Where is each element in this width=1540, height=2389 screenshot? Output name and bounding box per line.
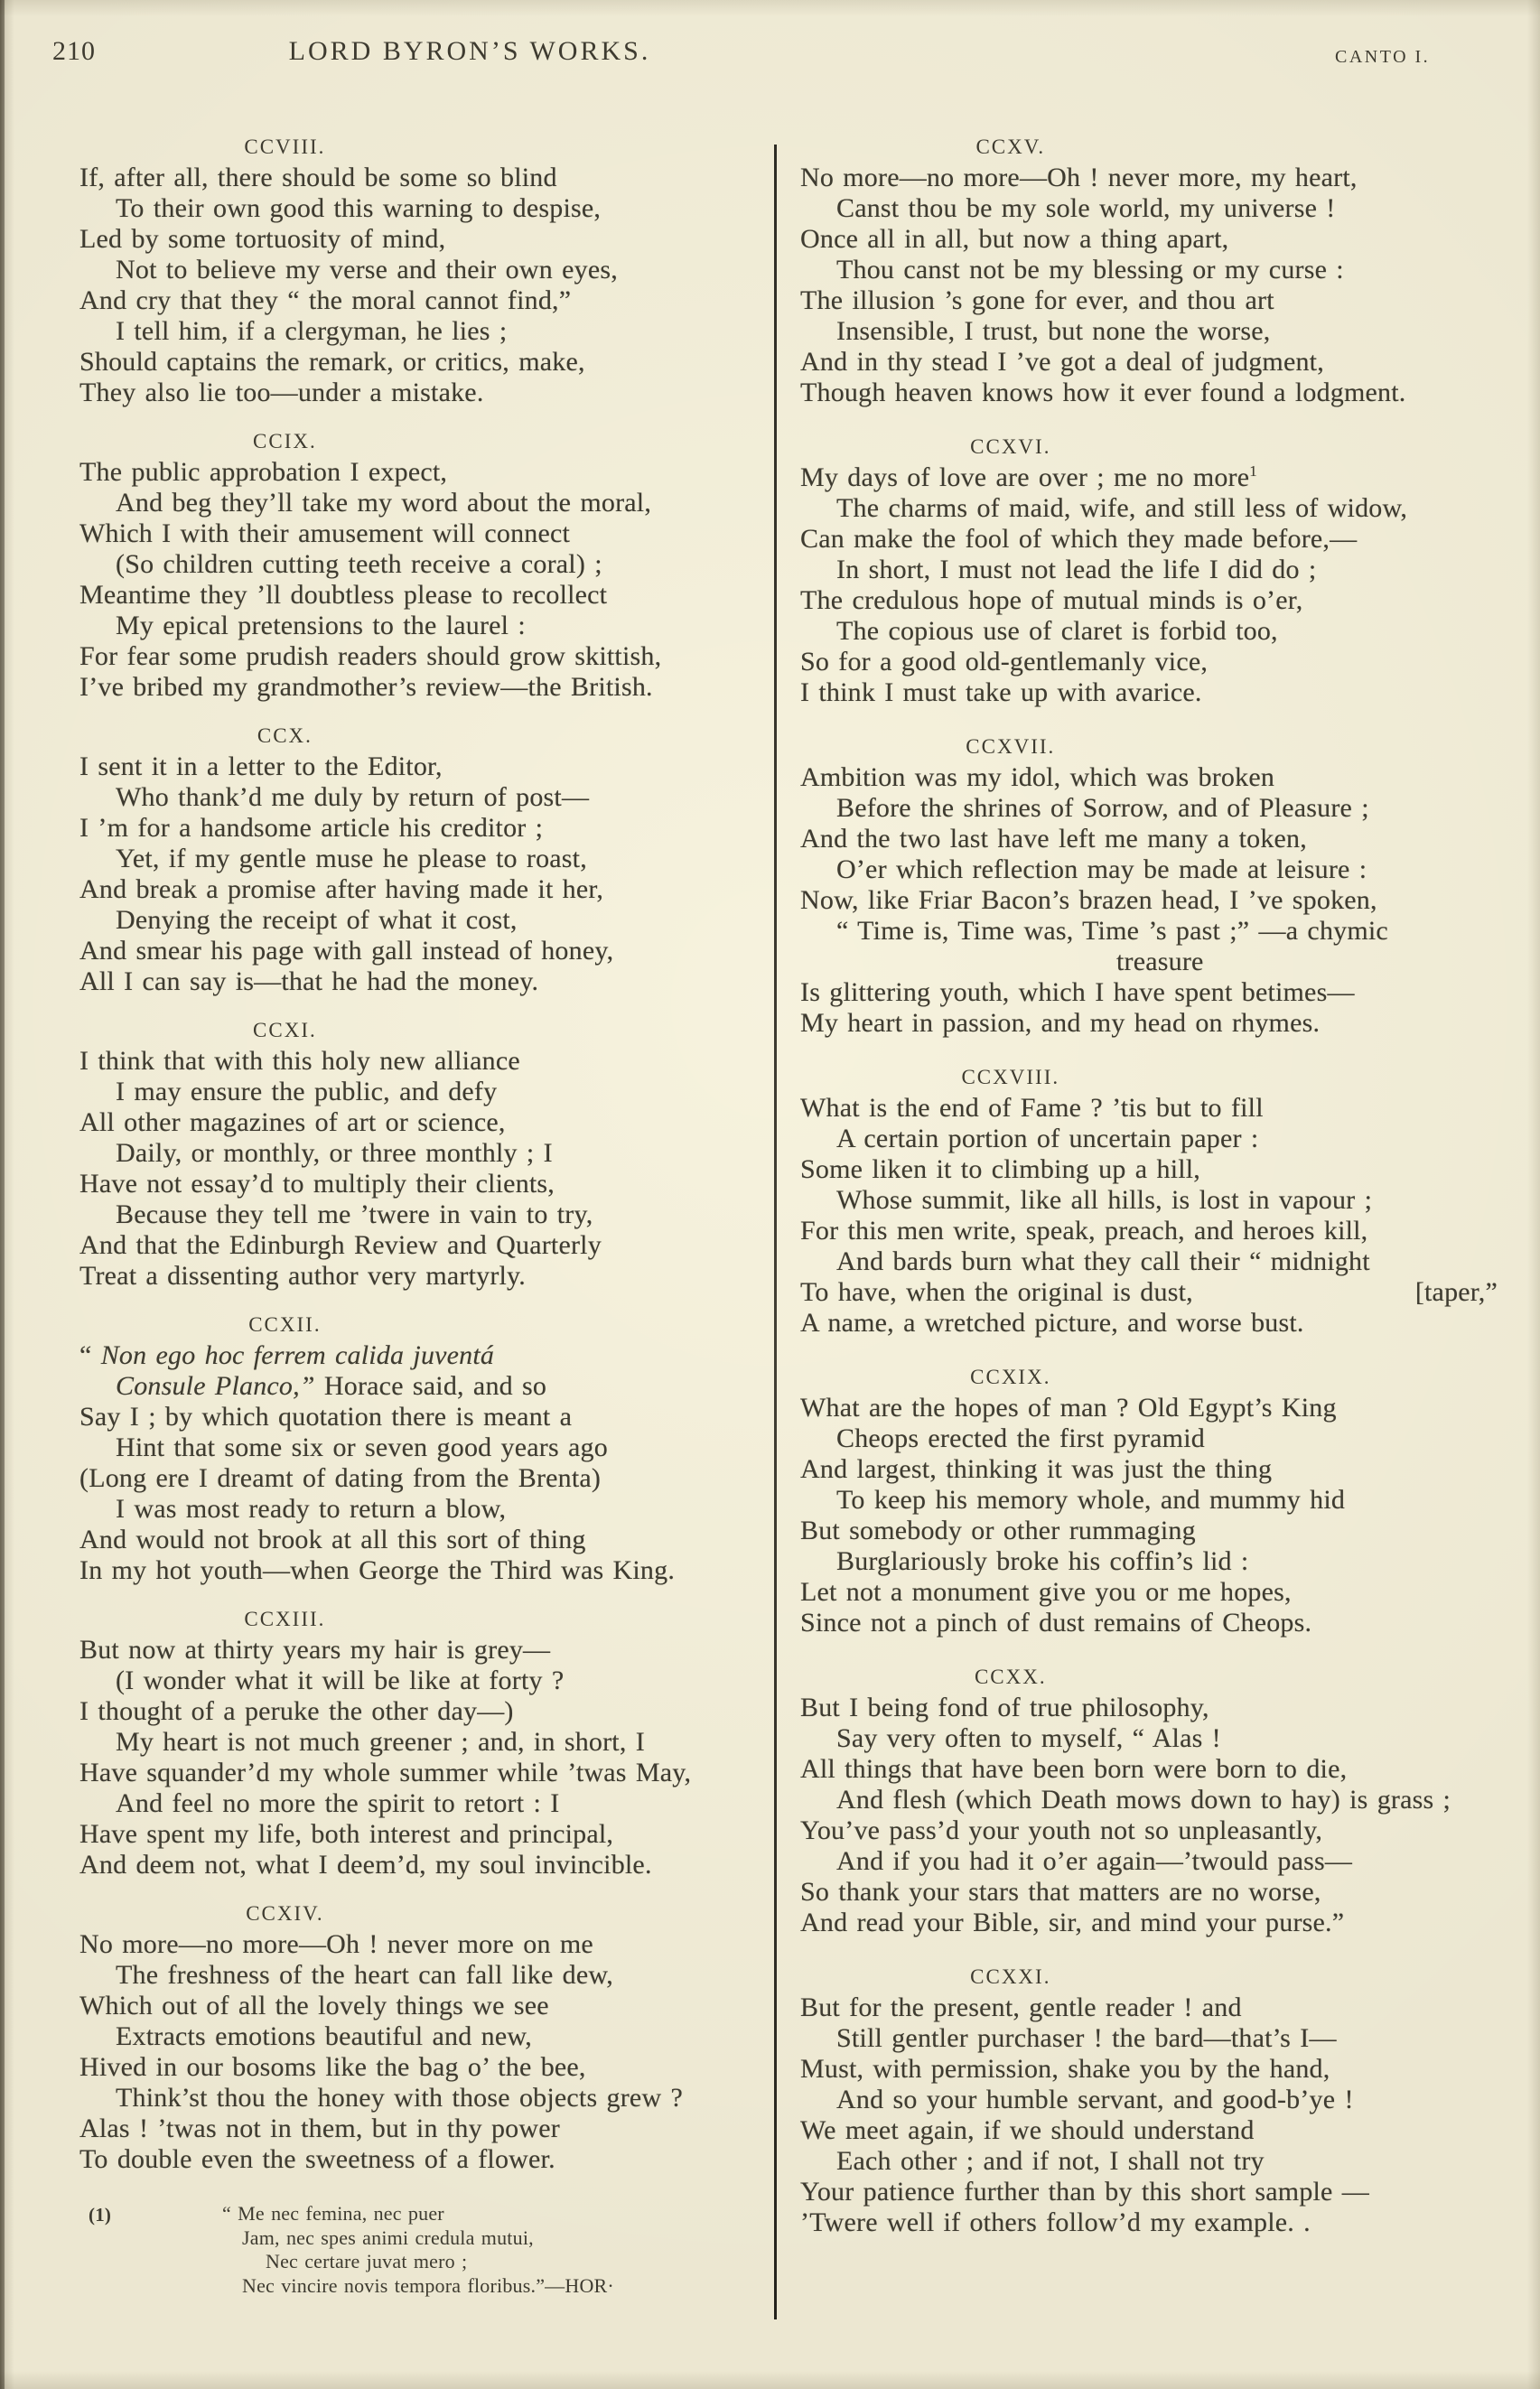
verse-text: Cheops erected the first pyramid (836, 1423, 1205, 1453)
verse-text: To have, when the original is dust, (800, 1277, 1193, 1307)
footnote-line (222, 2250, 614, 2274)
verse-line (79, 1046, 764, 1077)
verse-line (800, 1246, 1537, 1277)
stanza-ccix (79, 426, 764, 703)
verse-line (79, 580, 764, 611)
stanza-number: CCXIX. (970, 1366, 1051, 1388)
stanza-number: CCXVII. (966, 735, 1056, 758)
verse-text: Is glittering youth, which I have spent betimes— (800, 977, 1355, 1007)
verse-line (800, 2085, 1537, 2115)
verse-line (79, 641, 764, 672)
verse-text: O’er which reflection may be made at leisure : (836, 854, 1367, 884)
verse-line (800, 977, 1501, 1008)
verse-text: Daily, or monthly, or three monthly ; I (116, 1138, 553, 1168)
verse-line (800, 1992, 1501, 2023)
verse-text: Because they tell me ’twere in vain to try, (116, 1199, 593, 1229)
verse-line (79, 488, 800, 518)
verse-text: I sent it in a letter to the Editor, (79, 751, 443, 781)
verse-text: I was most ready to return a blow, (116, 1494, 507, 1524)
verse-text: Have squander’d my whole summer while ’twas May, (79, 1758, 692, 1787)
verse-text: (So children cutting teeth receive a coral) ; (116, 549, 602, 579)
verse-line (79, 518, 764, 549)
verse-line (79, 1929, 764, 1960)
verse-text: Thou canst not be my blessing or my curse : (836, 255, 1344, 285)
verse-text: Let not a monument give you or me hopes, (800, 1577, 1292, 1607)
verse-line (79, 1960, 800, 1991)
verse-line (800, 1693, 1501, 1723)
verse-text: Alas ! ’twas not in them, but in thy power (79, 2114, 560, 2143)
verse-text: Think’st thou the honey with those objects grew ? (116, 2083, 684, 2113)
stanza-ccxix (800, 1362, 1501, 1638)
verse-text: Led by some tortuosity of mind, (79, 224, 446, 254)
verse-text: Before the shrines of Sorrow, and of Pleasure ; (836, 793, 1369, 823)
stanza-number: CCX. (257, 724, 313, 747)
verse-line (800, 1577, 1501, 1608)
verse-text: Each other ; and if not, I shall not try (836, 2146, 1265, 2176)
verse-text: Must, with permission, shake you by the hand, (800, 2054, 1330, 2084)
verse-text: And read your Bible, sir, and mind your purse.” (800, 1908, 1345, 1937)
verse-text: Say I ; by which quotation there is meant a (79, 1402, 573, 1432)
verse-line (800, 2207, 1501, 2238)
verse-text: The freshness of the heart can fall like dew, (116, 1960, 613, 1990)
verse-line (800, 2177, 1501, 2207)
verse-text: Insensible, I trust, but none the worse, (836, 316, 1271, 346)
verse-line (79, 751, 764, 782)
verse-line (79, 1727, 800, 1758)
verse-line (79, 1199, 800, 1230)
verse-text: Since not a pinch of dust remains of Cheops. (800, 1608, 1312, 1638)
verse-line (800, 1546, 1537, 1577)
verse-text: The illusion ’s gone for ever, and thou art (800, 285, 1274, 315)
verse-text: What is the end of Fame ? ’tis but to fill (800, 1093, 1264, 1123)
verse-line (79, 549, 800, 580)
footnote-line (222, 2226, 614, 2251)
verse-line (800, 1723, 1537, 1754)
footnote-text: Nec certare juvat mero ; (266, 2250, 468, 2272)
verse-text: (Long ere I dreamt of dating from the Brenta) (79, 1463, 602, 1493)
verse-text: And cry that they “ the moral cannot find,” (79, 285, 572, 315)
verse-line (79, 1788, 800, 1819)
verse-line (79, 2144, 764, 2175)
verse-text: If, after all, there should be some so blind (79, 163, 557, 192)
verse-line (800, 347, 1501, 378)
verse-line (800, 285, 1501, 316)
verse-text: “ Time is, Time was, Time ’s past ;” —a chymic (836, 916, 1388, 946)
verse-text: I’ve bribed my grandmother’s review—the British. (79, 672, 653, 702)
verse-line (800, 1815, 1501, 1846)
verse-text: All I can say is—that he had the money. (79, 966, 539, 996)
verse-text: But I being fond of true philosophy, (800, 1693, 1209, 1722)
verse-line (800, 1754, 1501, 1785)
right-column (800, 132, 1501, 2262)
verse-text: In my hot youth—when George the Third was King. (79, 1555, 676, 1585)
verse-line (79, 672, 764, 703)
verse-line (79, 1758, 764, 1788)
verse-text: In short, I must not lead the life I did do ; (836, 555, 1317, 584)
verse-line (79, 224, 764, 255)
verse-text: And largest, thinking it was just the thing (800, 1454, 1273, 1484)
verse-line (800, 224, 1501, 255)
verse-text: Whose summit, like all hills, is lost in vapour ; (836, 1185, 1373, 1215)
verse-line (800, 255, 1537, 285)
verse-line (800, 585, 1501, 616)
verse-line (800, 1124, 1537, 1154)
verse-line (79, 316, 800, 347)
verse-text: To double even the sweetness of a flower. (79, 2144, 555, 2174)
verse-line (79, 2052, 764, 2083)
verse-line (79, 1555, 764, 1586)
verse-line (79, 1230, 764, 1261)
verse-line (79, 163, 764, 193)
scan-edge (0, 0, 5, 2389)
verse-text: And break a promise after having made it her, (79, 874, 604, 904)
verse-text: “ (79, 1340, 101, 1370)
verse-line (79, 2114, 764, 2144)
verse-text: Once all in all, but now a thing apart, (800, 224, 1229, 254)
verse-text: Hint that some six or seven good years ago (116, 1432, 608, 1462)
stanza-ccxvi (800, 432, 1501, 708)
verse-text: No more—no more—Oh ! never more, my heart, (800, 163, 1358, 192)
verse-line (800, 2054, 1501, 2085)
verse-line (79, 1402, 764, 1432)
verse-line (79, 1261, 764, 1292)
verse-line (800, 916, 1537, 947)
verse-text: Who thank’d me duly by return of post— (116, 782, 590, 812)
verse-text: For this men write, speak, preach, and heroes kill, (800, 1216, 1368, 1246)
verse-text: Which I with their amusement will connect (79, 518, 571, 548)
verse-text-italic: Consule Planco,” (116, 1371, 315, 1401)
verse-text: For fear some prudish readers should grow skittish, (79, 641, 662, 671)
verse-text: Though heaven knows how it ever found a lodgment. (800, 378, 1406, 407)
verse-text: Yet, if my gentle muse he please to roast, (116, 844, 587, 873)
verse-line (79, 1819, 764, 1850)
verse-text: Which out of all the lovely things we see (79, 1991, 549, 2020)
verse-text: I tell him, if a clergyman, he lies ; (116, 316, 508, 346)
verse-line (800, 1185, 1537, 1216)
verse-text: Say very often to myself, “ Alas ! (836, 1723, 1221, 1753)
verse-line (79, 2083, 800, 2114)
verse-line (79, 905, 800, 936)
verse-text: Meantime they ’ll doubtless please to recollect (79, 580, 608, 610)
stanza-ccxvii (800, 732, 1501, 1039)
stanza-number: CCXXI. (970, 1965, 1051, 1988)
column-divider-rule (774, 145, 777, 2319)
stanza-ccxxi (800, 1962, 1501, 2238)
stanza-number: CCVIII. (244, 135, 326, 158)
verse-line (79, 1635, 764, 1666)
turnover-bracket-text: [taper,” (1414, 1277, 1498, 1307)
verse-text-italic: Non ego hoc ferrem calida juventá (100, 1340, 495, 1370)
running-title: LORD BYRON’S WORKS. (288, 36, 651, 66)
verse-line (79, 347, 764, 378)
verse-text: To keep his memory whole, and mummy hid (836, 1485, 1346, 1515)
verse-line (79, 285, 764, 316)
footnote-line (222, 2274, 614, 2299)
footnote-reference: 1 (1249, 462, 1257, 480)
stanza-ccxi (79, 1015, 764, 1292)
stanza-ccxii (79, 1310, 764, 1586)
stanza-ccxv (800, 132, 1501, 408)
verse-line (800, 824, 1501, 854)
verse-text: Can make the fool of which they made before,— (800, 524, 1358, 554)
footnote-line (222, 2202, 614, 2226)
verse-line (79, 1077, 800, 1107)
verse-text: I ’m for a handsome article his creditor ; (79, 813, 544, 843)
verse-text: No more—no more—Oh ! never more on me (79, 1929, 593, 1959)
verse-line (79, 936, 764, 966)
verse-line (800, 1216, 1501, 1246)
verse-line (800, 524, 1501, 555)
verse-line (800, 1785, 1537, 1815)
verse-text: To their own good this warning to despise, (116, 193, 602, 223)
verse-line (79, 378, 764, 408)
verse-line (800, 163, 1501, 193)
stanza-ccxviii (800, 1062, 1501, 1339)
verse-line (79, 1340, 764, 1371)
footnote-text: “ Me nec femina, nec puer (222, 2202, 444, 2225)
verse-text: And bards burn what they call their “ midnight (836, 1246, 1370, 1276)
verse-line (800, 1516, 1501, 1546)
stanza-ccxiii (79, 1604, 764, 1880)
verse-line (800, 1454, 1501, 1485)
stanza-number: CCXIII. (244, 1608, 326, 1630)
stanza-number: CCXVIII. (961, 1066, 1060, 1088)
verse-text: Hived in our bosoms like the bag o’ the bee, (79, 2052, 586, 2082)
verse-line (800, 462, 1501, 493)
verse-text: And flesh (which Death mows down to hay) is grass ; (836, 1785, 1451, 1815)
verse-line (800, 316, 1537, 347)
verse-line (800, 1308, 1501, 1339)
verse-text: Canst thou be my sole world, my universe ! (836, 193, 1336, 223)
verse-line (800, 1846, 1537, 1877)
verse-line (79, 1169, 764, 1199)
verse-text: My epical pretensions to the laurel : (116, 611, 526, 640)
verse-text: And deem not, what I deem’d, my soul invincible. (79, 1850, 652, 1880)
verse-text: What are the hopes of man ? Old Egypt’s King (800, 1393, 1337, 1423)
verse-line (800, 616, 1537, 647)
stanza-ccxiv (79, 1899, 764, 2175)
left-column (79, 132, 764, 2193)
verse-text: So thank your stars that matters are no worse, (800, 1877, 1321, 1907)
verse-line (79, 874, 764, 905)
verse-text: Have spent my life, both interest and principal, (79, 1819, 614, 1849)
verse-line (79, 1138, 800, 1169)
footnote-marker: (1) (89, 2204, 112, 2226)
stanza-number: CCXII. (248, 1313, 322, 1336)
verse-line (800, 677, 1501, 708)
verse-text: But for the present, gentle reader ! and (800, 1992, 1242, 2022)
verse-line (800, 193, 1537, 224)
verse-line (800, 2115, 1501, 2146)
verse-text: treasure (1116, 947, 1204, 976)
verse-text: A name, a wretched picture, and worse bust. (800, 1308, 1304, 1338)
verse-text: The copious use of claret is forbid too, (836, 616, 1278, 646)
verse-text: And feel no more the spirit to retort : I (116, 1788, 560, 1818)
verse-text: My heart is not much greener ; and, in short, I (116, 1727, 645, 1757)
verse-text: And in thy stead I ’ve got a deal of judgment, (800, 347, 1324, 377)
verse-line (79, 1666, 800, 1696)
verse-text: All other magazines of art or science, (79, 1107, 506, 1137)
verse-line (800, 1877, 1501, 1908)
verse-line (800, 647, 1501, 677)
verse-line (79, 1494, 800, 1525)
verse-text: ’Twere well if others follow’d my example. . (800, 2207, 1311, 2237)
verse-text: And beg they’ll take my word about the moral, (116, 488, 652, 518)
stanza-number: CCIX. (253, 430, 317, 453)
verse-line (800, 555, 1537, 585)
footnote-lines (222, 2202, 614, 2298)
stanza-number: CCXX. (974, 1666, 1047, 1688)
verse-line (800, 947, 1540, 977)
verse-line (800, 2023, 1537, 2054)
verse-text: All things that have been born were born to die, (800, 1754, 1348, 1784)
verse-text: Ambition was my idol, which was broken (800, 762, 1275, 792)
verse-line (800, 885, 1501, 916)
verse-text: And smear his page with gall instead of honey, (79, 936, 614, 966)
verse-text: Your patience further than by this short sample — (800, 2177, 1369, 2207)
verse-text: You’ve pass’d your youth not so unpleasantly, (800, 1815, 1323, 1845)
verse-line (800, 1485, 1537, 1516)
verse-line (800, 1608, 1501, 1638)
stanza-number: CCXV. (975, 135, 1046, 158)
footnote-text: Jam, nec spes animi credula mutui, (242, 2226, 534, 2249)
footnote-text: Nec vincire novis tempora floribus.”—HOR· (242, 2273, 614, 2297)
verse-line (79, 193, 800, 224)
verse-text: And if you had it o’er again—’twould pass— (836, 1846, 1353, 1876)
verse-text: They also lie too—under a mistake. (79, 378, 484, 407)
verse-text: Now, like Friar Bacon’s brazen head, I ’ve spoken, (800, 885, 1377, 915)
verse-line (79, 2021, 800, 2052)
verse-text: We meet again, if we should understand (800, 2115, 1255, 2145)
verse-text: So for a good old-gentlemanly vice, (800, 647, 1209, 677)
verse-line (79, 1850, 764, 1880)
verse-text: I think that with this holy new alliance (79, 1046, 520, 1076)
canto-label: CANTO I. (1335, 47, 1431, 67)
verse-line (79, 844, 800, 874)
verse-line (800, 1093, 1501, 1124)
verse-text: Extracts emotions beautiful and new, (116, 2021, 532, 2051)
verse-text: But now at thirty years my hair is grey— (79, 1635, 551, 1665)
stanza-number: CCXIV. (246, 1902, 324, 1925)
verse-text: Still gentler purchaser ! the bard—that’s I— (836, 2023, 1337, 2053)
verse-line (800, 854, 1537, 885)
stanza-number: CCXI. (253, 1019, 317, 1041)
verse-text: The credulous hope of mutual minds is o’er, (800, 585, 1303, 615)
verse-text: The charms of maid, wife, and still less of widow, (836, 493, 1408, 523)
verse-text: My heart in passion, and my head on rhymes. (800, 1008, 1321, 1038)
verse-line (800, 762, 1501, 793)
verse-text: Burglariously broke his coffin’s lid : (836, 1546, 1249, 1576)
stanza-ccxx (800, 1662, 1501, 1938)
verse-line (79, 255, 800, 285)
verse-text: And the two last have left me many a token, (800, 824, 1307, 854)
verse-line (800, 793, 1537, 824)
verse-line (800, 1423, 1537, 1454)
verse-line (800, 1008, 1501, 1039)
verse-text: But somebody or other rummaging (800, 1516, 1196, 1545)
verse-text: I thought of a peruke the other day—) (79, 1696, 514, 1726)
verse-text: I may ensure the public, and defy (116, 1077, 498, 1106)
verse-line (800, 1154, 1501, 1185)
verse-text: Denying the receipt of what it cost, (116, 905, 518, 935)
verse-text: My days of love are over ; me no more (800, 462, 1250, 492)
verse-line (79, 457, 764, 488)
verse-line (79, 1991, 764, 2021)
footnote (89, 2202, 614, 2298)
verse-line (79, 1525, 764, 1555)
verse-text: Horace said, and so (314, 1371, 547, 1401)
verse-line (79, 1107, 764, 1138)
verse-line (800, 2146, 1537, 2177)
verse-line (800, 1277, 1501, 1308)
verse-text: Not to believe my verse and their own eyes, (116, 255, 618, 285)
verse-line (800, 1908, 1501, 1938)
verse-line (79, 813, 764, 844)
verse-text: Some liken it to climbing up a hill, (800, 1154, 1201, 1184)
verse-text: Should captains the remark, or critics, make, (79, 347, 585, 377)
verse-line (79, 1371, 800, 1402)
verse-line (800, 493, 1537, 524)
verse-line (79, 1463, 764, 1494)
verse-line (79, 611, 800, 641)
verse-text: I think I must take up with avarice. (800, 677, 1202, 707)
verse-line (79, 1696, 764, 1727)
verse-text: A certain portion of uncertain paper : (836, 1124, 1259, 1153)
verse-text: (I wonder what it will be like at forty ? (116, 1666, 565, 1695)
verse-line (800, 378, 1501, 408)
verse-text: And so your humble servant, and good-b’ye ! (836, 2085, 1354, 2114)
stanza-number: CCXVI. (970, 435, 1051, 458)
verse-text: The public approbation I expect, (79, 457, 448, 487)
verse-line (79, 782, 800, 813)
verse-text: And that the Edinburgh Review and Quarterly (79, 1230, 602, 1260)
verse-text: Have not essay’d to multiply their clients, (79, 1169, 555, 1199)
stanza-ccx (79, 721, 764, 997)
verse-line (79, 1432, 800, 1463)
page-number: 210 (52, 36, 96, 66)
verse-line (800, 1393, 1501, 1423)
stanza-ccviii (79, 132, 764, 408)
verse-line (79, 966, 764, 997)
verse-text: Treat a dissenting author very martyrly. (79, 1261, 527, 1291)
verse-text: And would not brook at all this sort of thing (79, 1525, 586, 1554)
